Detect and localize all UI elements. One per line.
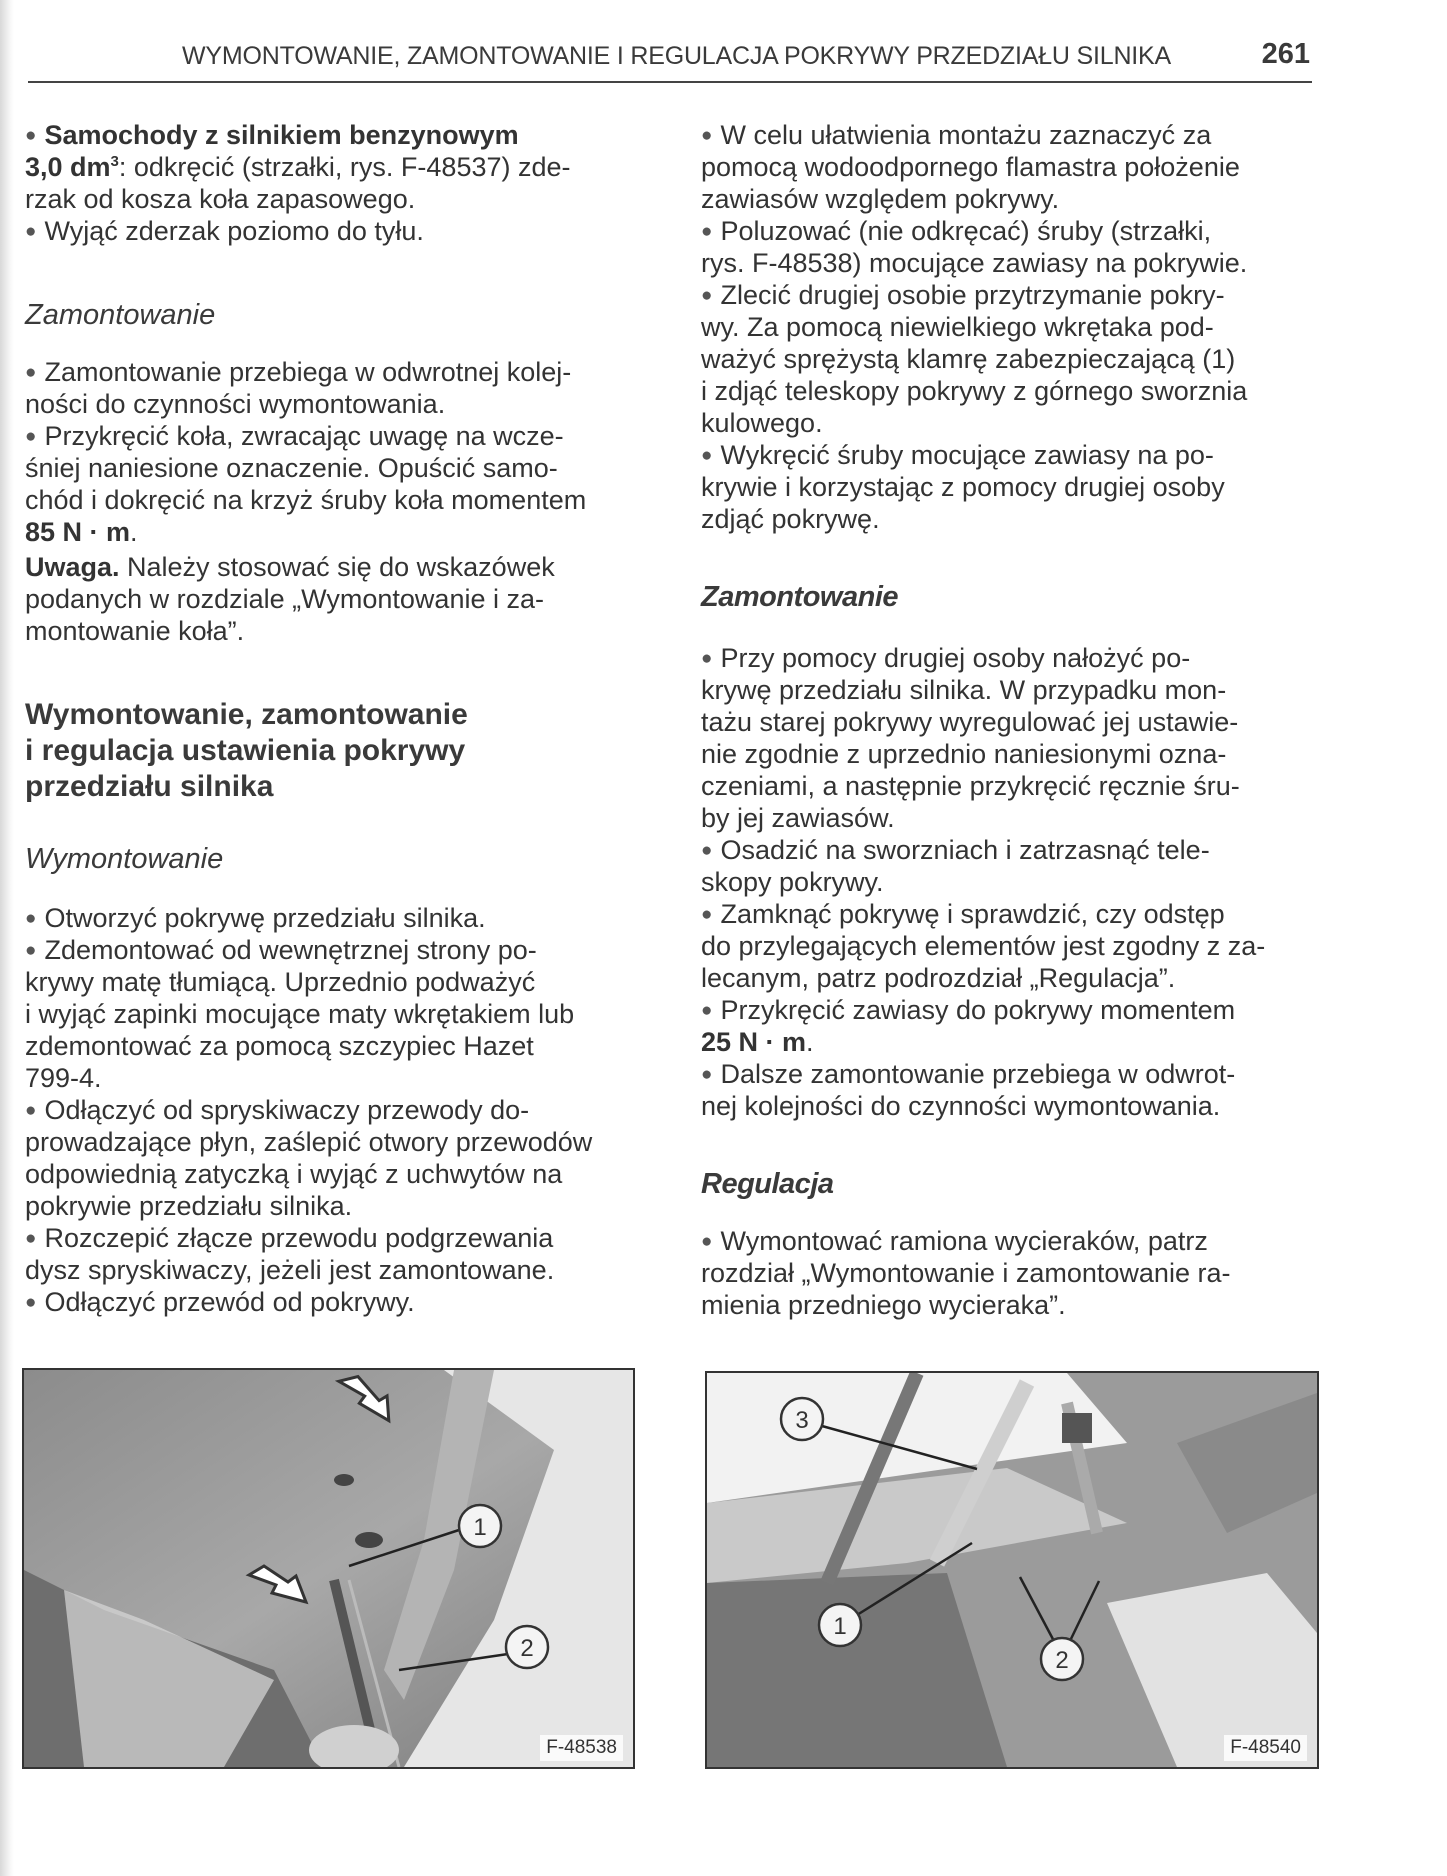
note-line: podanych w rozdziale „Wymontowanie i za- [25, 584, 544, 614]
bullet-dot-icon [25, 421, 44, 451]
paragraph-line: ● Osadzić na sworzniach i zatrzasnąć tele- [701, 834, 1210, 866]
bullet-dot-icon [701, 835, 720, 865]
paragraph-line: 3,0 $dm^3$: odkręcić (strzałki, rys. F-48537) zde- [25, 152, 571, 182]
paragraph-line: nie zgodnie z uprzednio naniesionymi ozna- [701, 739, 1227, 769]
paragraph-line: ● Odłączyć przewód od pokrywy. [25, 1286, 415, 1318]
paragraph-line: rys. F-48538) mocujące zawiasy na pokrywie. [701, 248, 1248, 278]
bullet-dot-icon [25, 935, 44, 965]
svg-text:2: 2 [520, 1635, 534, 1662]
section-title: Wymontowanie, zamontowanie [25, 698, 468, 731]
paragraph-line: ● Otworzyć pokrywę przedziału silnika. [25, 902, 486, 934]
paragraph-line: ności do czynności wymontowania. [25, 389, 446, 419]
bullet-dot-icon [701, 1226, 720, 1256]
running-header: WYMONTOWANIE, ZAMONTOWANIE I REGULACJA POKRYWY PRZEDZIAŁU SILNIKA [182, 42, 1172, 70]
bullet-dot-icon [25, 1095, 44, 1125]
paragraph-line: ● Rozczepić złącze przewodu podgrzewania [25, 1222, 553, 1254]
paragraph-line: krywie i korzystając z pomocy drugiej osoby [701, 472, 1225, 502]
paragraph-line: i zdjąć teleskopy pokrywy z górnego sworznia [701, 376, 1248, 406]
paragraph-line: ● Wymontować ramiona wycieraków, patrz [701, 1225, 1208, 1257]
bullet-dot-icon [25, 903, 44, 933]
paragraph-line: ● Zamontowanie przebiega w odwrotnej kolej- [25, 356, 571, 388]
paragraph-line: prowadzające płyn, zaślepić otwory przewodów [25, 1127, 593, 1157]
paragraph-line: 799-4. [25, 1063, 102, 1093]
subheading-regulacja: Regulacja [701, 1168, 834, 1200]
paragraph-line: ważyć sprężystą klamrę zabezpieczającą (1) [701, 344, 1236, 374]
paragraph-line: ● Przykręcić koła, zwracając uwagę na wcze- [25, 420, 564, 452]
paragraph-line: nej kolejności do czynności wymontowania. [701, 1091, 1221, 1121]
note-label: Uwaga. [25, 552, 120, 582]
paragraph-line: ● Zlecić drugiej osobie przytrzymanie pokry- [701, 279, 1225, 311]
paragraph-line: kulowego. [701, 408, 823, 438]
paragraph-line: ● Wyjąć zderzak poziomo do tyłu. [25, 215, 424, 247]
paragraph-line: zdjąć pokrywę. [701, 504, 880, 534]
paragraph-line: chód i dokręcić na krzyż śruby koła momentem [25, 485, 587, 515]
photo-hood-hinge [24, 1370, 633, 1767]
section-title: i regulacja ustawienia pokrywy [25, 734, 466, 767]
scan-edge-shadow [0, 0, 14, 1876]
svg-text:1: 1 [833, 1613, 847, 1640]
paragraph-line: skopy pokrywy. [701, 867, 884, 897]
paragraph-line: ● Zamknąć pokrywę i sprawdzić, czy odstęp [701, 898, 1225, 930]
bullet-dot-icon [701, 995, 720, 1025]
figure-label: F-48538 [540, 1735, 623, 1761]
paragraph-line: dysz spryskiwaczy, jeżeli jest zamontowane. [25, 1255, 555, 1285]
bullet-dot-icon [701, 216, 720, 246]
svg-text:2: 2 [1055, 1647, 1069, 1674]
paragraph-line: ● Zdemontować od wewnętrznej strony po- [25, 934, 537, 966]
bullet-dot-icon [25, 1287, 44, 1317]
paragraph-line: ● W celu ułatwienia montażu zaznaczyć za [701, 119, 1211, 151]
svg-text:3: 3 [795, 1407, 809, 1434]
paragraph-line: odpowiednią zatyczką i wyjąć z uchwytów na [25, 1159, 563, 1189]
paragraph-line: rzak od kosza koła zapasowego. [25, 184, 416, 214]
torque-value: 25 N · m. [701, 1027, 814, 1057]
svg-text:1: 1 [473, 1514, 487, 1541]
paragraph-line: ● Przykręcić zawiasy do pokrywy momentem [701, 994, 1235, 1026]
paragraph-line: krywę przedziału silnika. W przypadku mon- [701, 675, 1227, 705]
paragraph-line: by jej zawiasów. [701, 803, 895, 833]
paragraph-line: mienia przedniego wycieraka”. [701, 1290, 1066, 1320]
paragraph-line: wy. Za pomocą niewielkiego wkrętaka pod- [701, 312, 1214, 342]
section-title: przedziału silnika [25, 770, 274, 803]
bullet-dot-icon [25, 1223, 44, 1253]
bullet-dot-icon [701, 1059, 720, 1089]
paragraph-line: ● Odłączyć od spryskiwaczy przewody do- [25, 1094, 529, 1126]
note-line: Uwaga. Należy stosować się do wskazówek [25, 552, 555, 582]
bullet-dot-icon [701, 643, 720, 673]
subheading-zamontowanie: Zamontowanie [25, 299, 216, 331]
figure-label: F-48540 [1224, 1735, 1307, 1761]
paragraph-line: ● Dalsze zamontowanie przebiega w odwrot- [701, 1058, 1235, 1090]
bullet-dot-icon [25, 216, 44, 246]
figure-f48540 [705, 1371, 1319, 1769]
paragraph-line: do przylegających elementów jest zgodny z za- [701, 931, 1266, 961]
bullet-dot-icon [701, 440, 720, 470]
paragraph-line: pokrywie przedziału silnika. [25, 1191, 353, 1221]
paragraph-line: ● Poluzować (nie odkręcać) śruby (strzałki, [701, 215, 1211, 247]
note-line: montowanie koła”. [25, 616, 245, 646]
figure-f48538 [22, 1368, 635, 1769]
bullet-dot-icon [701, 899, 720, 929]
torque-value: 85 N · m. [25, 517, 138, 547]
page-number: 261 [1261, 38, 1310, 70]
paragraph-line: lecanym, patrz podrozdział „Regulacja”. [701, 963, 1176, 993]
subheading-zamontowanie: Zamontowanie [701, 581, 899, 613]
paragraph-line: czeniami, a następnie przykręcić ręcznie śru- [701, 771, 1240, 801]
bullet-dot-icon [701, 120, 720, 150]
bullet-dot-icon [25, 120, 44, 150]
paragraph-line: zawiasów względem pokrywy. [701, 184, 1060, 214]
photo-hinge-mounting [707, 1373, 1317, 1767]
paragraph-line: ● Wykręcić śruby mocujące zawiasy na po- [701, 439, 1214, 471]
subheading-wymontowanie: Wymontowanie [25, 843, 224, 875]
bullet-dot-icon [25, 357, 44, 387]
bullet-dot-icon [701, 280, 720, 310]
paragraph-line: i wyjąć zapinki mocujące maty wkrętakiem lub [25, 999, 575, 1029]
paragraph-line: krywy matę tłumiącą. Uprzednio podważyć [25, 967, 536, 997]
paragraph-line: pomocą wodoodpornego flamastra położenie [701, 152, 1240, 182]
paragraph-line: tażu starej pokrywy wyregulować jej ustawie- [701, 707, 1239, 737]
paragraph-line: rozdział „Wymontowanie i zamontowanie ra- [701, 1258, 1231, 1288]
paragraph-line: ● Przy pomocy drugiej osoby nałożyć po- [701, 642, 1190, 674]
paragraph-line: ● Samochody z silnikiem benzynowym [25, 119, 519, 151]
header-rule [28, 81, 1312, 83]
paragraph-line: zdemontować za pomocą szczypiec Hazet [25, 1031, 534, 1061]
paragraph-line: śniej naniesione oznaczenie. Opuścić samo- [25, 453, 558, 483]
